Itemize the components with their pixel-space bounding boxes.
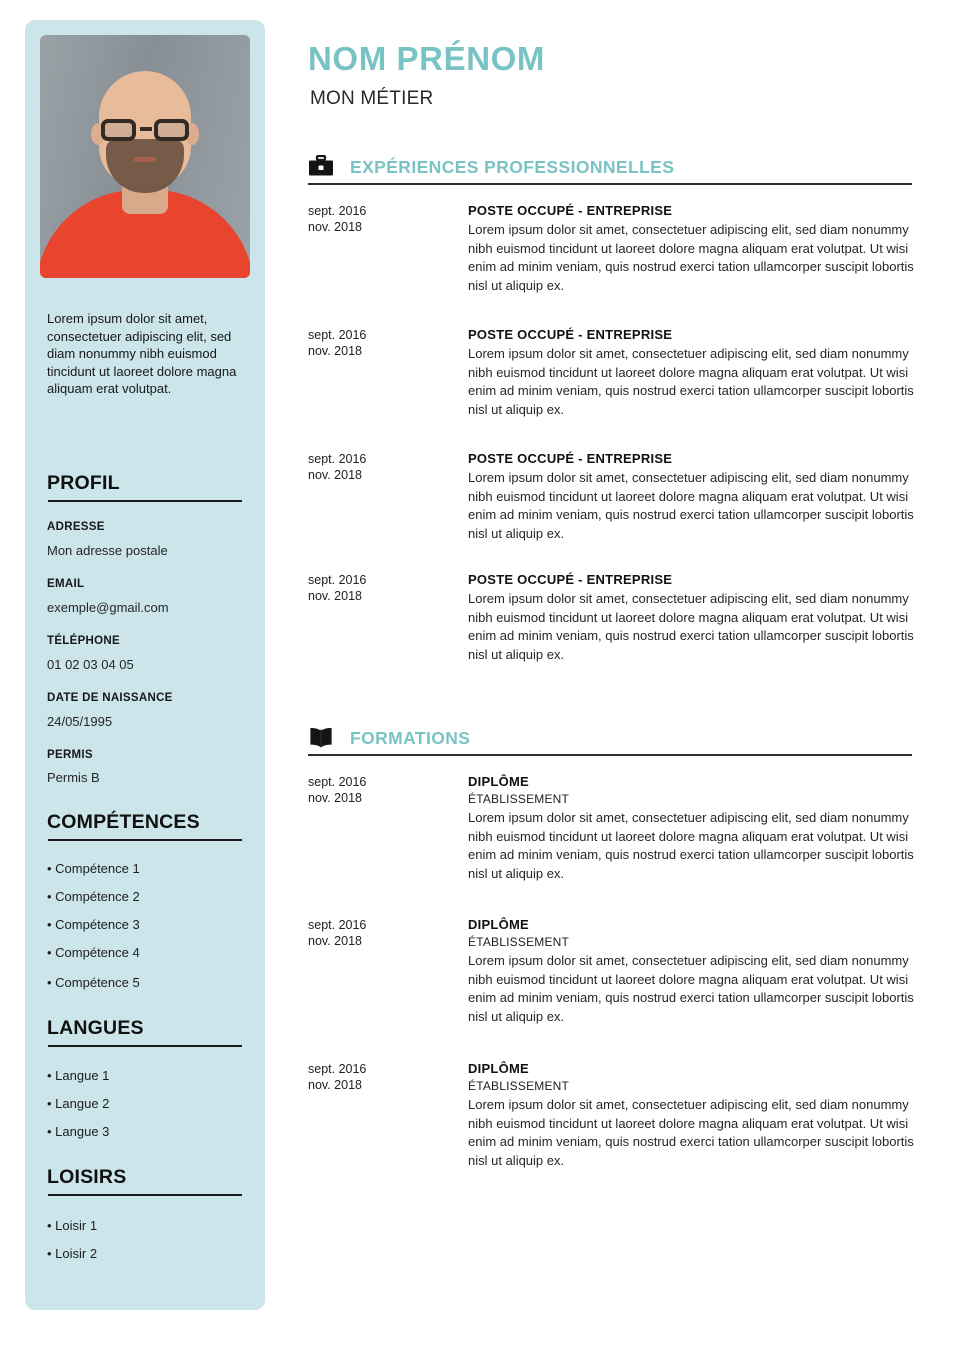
photo-lens-right (154, 119, 189, 141)
divider-competences (48, 839, 242, 841)
entry-body (468, 1061, 920, 1170)
field-label-telephone: TÉLÉPHONE (47, 635, 120, 647)
entry-date-start: sept. 2016 (308, 775, 367, 789)
entry-title: DIPLÔME (468, 917, 529, 932)
field-value-permis: Permis B (47, 770, 100, 785)
entry-subtitle: ÉTABLISSEMENT (468, 935, 570, 949)
entry-description: Lorem ipsum dolor sit amet, consectetuer adipiscing elit, sed diam nonummy nibh euismod tincidunt ut laoreet dolore magna aliquam erat volutpat. Ut wisi enim ad minim veniam, quis nostrud exerci tation ullamcorper suscipit lobortis nisl ut aliquip ex. (468, 1097, 914, 1168)
entry-date (308, 1061, 448, 1093)
briefcase-icon (308, 155, 334, 179)
entry-date (308, 917, 448, 949)
divider-loisirs (48, 1194, 242, 1196)
entry-date (308, 774, 448, 806)
entry-date (308, 451, 448, 483)
section-divider (308, 183, 912, 185)
entry-date-start: sept. 2016 (308, 573, 367, 587)
entry-date-start: sept. 2016 (308, 452, 367, 466)
section-heading-langues: LANGUES (47, 1017, 144, 1039)
entry-description: Lorem ipsum dolor sit amet, consectetuer adipiscing elit, sed diam nonummy nibh euismod tincidunt ut laoreet dolore magna aliquam erat volutpat. Ut wisi enim ad minim veniam, quis nostrud exerci tation ullamcorper suscipit lobortis nisl ut aliquip ex. (468, 810, 914, 881)
entry-date-end: nov. 2018 (308, 468, 362, 482)
entry-date-start: sept. 2016 (308, 204, 367, 218)
list-item: • Langue 3 (47, 1124, 110, 1139)
list-item: • Langue 2 (47, 1096, 110, 1111)
entry-subtitle: ÉTABLISSEMENT (468, 792, 570, 806)
entry-date-end: nov. 2018 (308, 344, 362, 358)
entry-date-end: nov. 2018 (308, 589, 362, 603)
entry-description: Lorem ipsum dolor sit amet, consectetuer adipiscing elit, sed diam nonummy nibh euismod tincidunt ut laoreet dolore magna aliquam erat volutpat. Ut wisi enim ad minim veniam, quis nostrud exerci tation ullamcorper suscipit lobortis nisl ut aliquip ex. (468, 953, 914, 1024)
entry-body (468, 203, 920, 295)
entry-date (308, 572, 448, 604)
entry-date-end: nov. 2018 (308, 934, 362, 948)
entry-subtitle: ÉTABLISSEMENT (468, 1079, 570, 1093)
entry-body (468, 572, 920, 664)
entry-title: POSTE OCCUPÉ - ENTREPRISE (468, 327, 673, 342)
field-label-date-de-naissance: DATE DE NAISSANCE (47, 692, 173, 704)
photo-mouth (134, 157, 156, 162)
list-item: • Loisir 2 (47, 1246, 98, 1261)
field-value-telephone[interactable]: 01 02 03 04 05 (47, 657, 134, 672)
entry-date-start: sept. 2016 (308, 1062, 367, 1076)
photo-glasses-bridge (140, 127, 152, 131)
avatar (40, 35, 250, 278)
page-title: NOM PRÉNOM (308, 40, 545, 77)
entry-description: Lorem ipsum dolor sit amet, consectetuer adipiscing elit, sed diam nonummy nibh euismod tincidunt ut laoreet dolore magna aliquam erat volutpat. Ut wisi enim ad minim veniam, quis nostrud exerci tation ullamcorper suscipit lobortis nisl ut aliquip ex. (468, 346, 914, 417)
section-heading-loisirs: LOISIRS (47, 1166, 127, 1188)
photo-lens-left (101, 119, 136, 141)
entry-date-end: nov. 2018 (308, 1078, 362, 1092)
entry-description: Lorem ipsum dolor sit amet, consectetuer adipiscing elit, sed diam nonummy nibh euismod tincidunt ut laoreet dolore magna aliquam erat volutpat. Ut wisi enim ad minim veniam, quis nostrud exerci tation ullamcorper suscipit lobortis nisl ut aliquip ex. (468, 222, 914, 293)
field-value-adresse: Mon adresse postale (47, 543, 168, 558)
field-value-date-de-naissance: 24/05/1995 (47, 714, 113, 729)
divider-langues (48, 1045, 242, 1047)
entry-body (468, 327, 920, 419)
main-content (300, 0, 940, 1357)
entry-body (468, 451, 920, 543)
section-title: EXPÉRIENCES PROFESSIONNELLES (350, 157, 675, 177)
list-item: • Compétence 3 (47, 917, 140, 932)
entry-date-start: sept. 2016 (308, 918, 367, 932)
open-book-icon (308, 726, 334, 750)
entry-title: POSTE OCCUPÉ - ENTREPRISE (468, 451, 673, 466)
field-value-email[interactable]: exemple@gmail.com (47, 600, 169, 615)
entry-body (468, 774, 920, 883)
section-heading-profil: PROFIL (47, 472, 120, 494)
list-item: • Langue 1 (47, 1068, 110, 1083)
list-item: • Compétence 5 (47, 975, 140, 990)
entry-date-end: nov. 2018 (308, 220, 362, 234)
entry-body (468, 917, 920, 1026)
field-label-adresse: ADRESSE (47, 521, 105, 533)
entry-date (308, 203, 448, 235)
section-heading-competences: COMPÉTENCES (47, 811, 200, 833)
entry-description: Lorem ipsum dolor sit amet, consectetuer adipiscing elit, sed diam nonummy nibh euismod tincidunt ut laoreet dolore magna aliquam erat volutpat. Ut wisi enim ad minim veniam, quis nostrud exerci tation ullamcorper suscipit lobortis nisl ut aliquip ex. (468, 470, 914, 541)
entry-title: DIPLÔME (468, 774, 529, 789)
list-item: • Compétence 1 (47, 861, 140, 876)
list-item: • Loisir 1 (47, 1218, 98, 1233)
entry-description: Lorem ipsum dolor sit amet, consectetuer adipiscing elit, sed diam nonummy nibh euismod tincidunt ut laoreet dolore magna aliquam erat volutpat. Ut wisi enim ad minim veniam, quis nostrud exerci tation ullamcorper suscipit lobortis nisl ut aliquip ex. (468, 591, 914, 662)
entry-title: POSTE OCCUPÉ - ENTREPRISE (468, 203, 673, 218)
profile-summary: Lorem ipsum dolor sit amet, consectetuer adipiscing elit, sed diam nonummy nibh euismod tincidunt ut laoreet dolore magna aliquam erat volutpat. (47, 311, 237, 396)
divider-profil (48, 500, 242, 502)
entry-date (308, 327, 448, 359)
section-title: FORMATIONS (350, 728, 471, 748)
field-label-permis: PERMIS (47, 749, 93, 761)
list-item: • Compétence 2 (47, 889, 140, 904)
entry-title: DIPLÔME (468, 1061, 529, 1076)
entry-date-start: sept. 2016 (308, 328, 367, 342)
entry-title: POSTE OCCUPÉ - ENTREPRISE (468, 572, 673, 587)
glasses-icon (99, 119, 191, 141)
sidebar (25, 20, 265, 1310)
entry-date-end: nov. 2018 (308, 791, 362, 805)
job-title: MON MÉTIER (310, 88, 434, 109)
list-item: • Compétence 4 (47, 945, 140, 960)
field-label-email: EMAIL (47, 578, 85, 590)
section-divider (308, 754, 912, 756)
